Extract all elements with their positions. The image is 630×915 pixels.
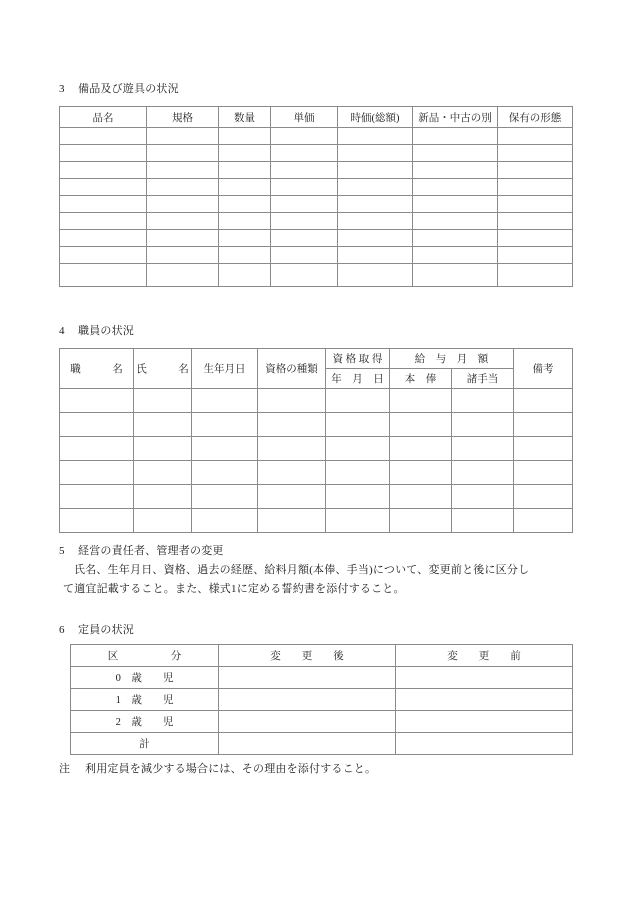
table-row — [71, 689, 573, 711]
section-title-6: 定員の状況 — [78, 624, 134, 636]
staff-cell[interactable] — [452, 413, 514, 437]
table-row — [60, 509, 573, 533]
table-row — [60, 213, 573, 230]
equipment-cell[interactable] — [147, 179, 219, 196]
section-number-4: 4 — [59, 325, 65, 337]
capacity-row-label-total: 計 — [71, 733, 219, 755]
staff-cell[interactable] — [134, 413, 192, 437]
section-heading-4 — [59, 325, 134, 338]
staff-cell[interactable] — [258, 509, 326, 533]
equipment-cell[interactable] — [413, 145, 498, 162]
capacity-header-after: 変 更 後 — [219, 645, 396, 667]
equipment-cell[interactable] — [147, 162, 219, 179]
equipment-cell[interactable] — [271, 196, 338, 213]
staff-cell[interactable] — [514, 509, 573, 533]
capacity-header-row — [71, 645, 573, 667]
capacity-cell-after[interactable] — [219, 711, 396, 733]
staff-cell[interactable] — [60, 413, 134, 437]
table-row — [60, 437, 573, 461]
equipment-cell[interactable] — [413, 247, 498, 264]
staff-header-name: 氏 名 — [134, 349, 192, 389]
staff-cell[interactable] — [326, 437, 390, 461]
capacity-cell-after[interactable] — [219, 667, 396, 689]
staff-cell[interactable] — [326, 509, 390, 533]
equipment-cell[interactable] — [147, 247, 219, 264]
staff-cell[interactable] — [326, 389, 390, 413]
staff-cell[interactable] — [390, 437, 452, 461]
staff-header-remarks: 備考 — [514, 349, 573, 389]
section-title-4: 職員の状況 — [78, 325, 134, 337]
table-row — [60, 230, 573, 247]
capacity-header-category: 区 分 — [71, 645, 219, 667]
table-row — [60, 264, 573, 287]
equipment-cell[interactable] — [413, 128, 498, 145]
staff-cell[interactable] — [192, 485, 258, 509]
staff-cell[interactable] — [390, 461, 452, 485]
table-row — [60, 128, 573, 145]
staff-cell[interactable] — [326, 413, 390, 437]
equipment-cell[interactable] — [413, 162, 498, 179]
staff-cell[interactable] — [514, 485, 573, 509]
staff-cell[interactable] — [258, 485, 326, 509]
staff-header-license-acquired-bottom: 年 月 日 — [326, 369, 390, 389]
table-row — [60, 461, 573, 485]
section-number-3: 3 — [59, 83, 65, 95]
staff-cell[interactable] — [390, 485, 452, 509]
section5-line-1: 氏名、生年月日、資格、過去の経歴、給料月額(本俸、手当)について、変更前と後に区分し — [74, 564, 530, 576]
staff-cell[interactable] — [258, 461, 326, 485]
staff-cell[interactable] — [326, 485, 390, 509]
capacity-table-body — [71, 667, 573, 755]
equipment-cell[interactable] — [60, 128, 147, 145]
equipment-header-row — [60, 107, 573, 128]
footer-note — [59, 762, 376, 776]
table-row — [60, 196, 573, 213]
staff-cell[interactable] — [60, 509, 134, 533]
equipment-cell[interactable] — [147, 145, 219, 162]
equipment-cell[interactable] — [498, 230, 573, 247]
staff-cell[interactable] — [452, 437, 514, 461]
staff-cell[interactable] — [192, 413, 258, 437]
equipment-header-ownership-form: 保有の形態 — [498, 107, 573, 128]
equipment-cell[interactable] — [219, 128, 271, 145]
equipment-cell[interactable] — [498, 179, 573, 196]
staff-cell[interactable] — [258, 389, 326, 413]
equipment-cell[interactable] — [147, 196, 219, 213]
section-heading-5 — [59, 545, 224, 558]
equipment-cell[interactable] — [60, 145, 147, 162]
equipment-cell[interactable] — [498, 213, 573, 230]
equipment-header-market-value: 時価(総額) — [338, 107, 413, 128]
capacity-row-label: 1 歳 児 — [71, 689, 219, 711]
staff-header-row-top — [60, 349, 573, 369]
equipment-cell[interactable] — [338, 213, 413, 230]
staff-cell[interactable] — [192, 437, 258, 461]
equipment-cell[interactable] — [338, 162, 413, 179]
staff-cell[interactable] — [134, 389, 192, 413]
staff-cell[interactable] — [390, 509, 452, 533]
staff-cell[interactable] — [326, 461, 390, 485]
staff-header-salary-base: 本 俸 — [390, 369, 452, 389]
table-row — [60, 162, 573, 179]
table-row — [71, 711, 573, 733]
equipment-cell[interactable] — [219, 213, 271, 230]
staff-cell[interactable] — [514, 389, 573, 413]
section-heading-3 — [59, 83, 179, 96]
staff-header-position: 職 名 — [60, 349, 134, 389]
equipment-cell[interactable] — [147, 128, 219, 145]
capacity-row-label: 0 歳 児 — [71, 667, 219, 689]
equipment-cell[interactable] — [413, 196, 498, 213]
capacity-row-label: 2 歳 児 — [71, 711, 219, 733]
equipment-cell[interactable] — [271, 179, 338, 196]
section-number-5: 5 — [59, 545, 65, 557]
staff-cell[interactable] — [60, 485, 134, 509]
capacity-cell-after-total[interactable] — [219, 733, 396, 755]
staff-cell[interactable] — [192, 461, 258, 485]
staff-cell[interactable] — [258, 413, 326, 437]
staff-cell[interactable] — [452, 461, 514, 485]
equipment-header-unit-price: 単価 — [271, 107, 338, 128]
capacity-cell-before[interactable] — [396, 689, 573, 711]
staff-header-license-type: 資格の種類 — [258, 349, 326, 389]
table-row — [71, 667, 573, 689]
capacity-cell-before[interactable] — [396, 667, 573, 689]
equipment-cell[interactable] — [60, 196, 147, 213]
equipment-cell[interactable] — [219, 162, 271, 179]
equipment-cell[interactable] — [271, 145, 338, 162]
equipment-cell[interactable] — [271, 128, 338, 145]
equipment-cell[interactable] — [271, 264, 338, 287]
equipment-header-item-name: 品名 — [60, 107, 147, 128]
equipment-cell[interactable] — [271, 213, 338, 230]
staff-cell[interactable] — [514, 461, 573, 485]
equipment-cell[interactable] — [60, 213, 147, 230]
staff-table — [59, 348, 573, 533]
section-number-6: 6 — [59, 624, 65, 636]
capacity-cell-after[interactable] — [219, 689, 396, 711]
equipment-table-body — [60, 128, 573, 287]
equipment-cell[interactable] — [219, 179, 271, 196]
staff-cell[interactable] — [60, 389, 134, 413]
table-row — [60, 145, 573, 162]
equipment-cell[interactable] — [219, 145, 271, 162]
footer-note-text: 利用定員を減少する場合には、その理由を添付すること。 — [85, 763, 377, 775]
section5-paragraph — [59, 561, 572, 599]
capacity-table — [70, 644, 573, 755]
staff-cell[interactable] — [258, 437, 326, 461]
equipment-cell[interactable] — [271, 230, 338, 247]
section-title-5: 経営の責任者、管理者の変更 — [78, 545, 224, 557]
equipment-cell[interactable] — [413, 213, 498, 230]
equipment-cell[interactable] — [219, 230, 271, 247]
equipment-cell[interactable] — [498, 264, 573, 287]
footer-note-label: 注 — [59, 763, 71, 775]
staff-cell[interactable] — [134, 461, 192, 485]
equipment-cell[interactable] — [338, 145, 413, 162]
equipment-cell[interactable] — [338, 247, 413, 264]
staff-cell[interactable] — [452, 485, 514, 509]
staff-cell[interactable] — [134, 509, 192, 533]
staff-cell[interactable] — [452, 389, 514, 413]
equipment-cell[interactable] — [498, 162, 573, 179]
table-row — [60, 179, 573, 196]
staff-cell[interactable] — [192, 509, 258, 533]
staff-cell[interactable] — [452, 509, 514, 533]
equipment-cell[interactable] — [338, 264, 413, 287]
equipment-cell[interactable] — [219, 264, 271, 287]
staff-cell[interactable] — [390, 389, 452, 413]
staff-table-body — [60, 389, 573, 533]
equipment-cell[interactable] — [338, 196, 413, 213]
staff-cell[interactable] — [390, 413, 452, 437]
table-row — [60, 413, 573, 437]
table-row — [60, 247, 573, 264]
equipment-cell[interactable] — [219, 247, 271, 264]
staff-cell[interactable] — [60, 437, 134, 461]
capacity-cell-before-total[interactable] — [396, 733, 573, 755]
table-row — [71, 733, 573, 755]
equipment-cell[interactable] — [60, 247, 147, 264]
equipment-cell[interactable] — [498, 247, 573, 264]
equipment-cell[interactable] — [338, 230, 413, 247]
equipment-cell[interactable] — [60, 179, 147, 196]
staff-cell[interactable] — [134, 485, 192, 509]
equipment-cell[interactable] — [147, 264, 219, 287]
staff-header-salary-allowance: 諸手当 — [452, 369, 514, 389]
equipment-cell[interactable] — [413, 179, 498, 196]
staff-cell[interactable] — [60, 461, 134, 485]
staff-header-salary-group: 給 与 月 額 — [390, 349, 514, 369]
equipment-header-new-or-used: 新品・中古の別 — [413, 107, 498, 128]
staff-cell[interactable] — [514, 413, 573, 437]
staff-cell[interactable] — [192, 389, 258, 413]
equipment-cell[interactable] — [413, 230, 498, 247]
capacity-header-before: 変 更 前 — [396, 645, 573, 667]
equipment-table — [59, 106, 573, 287]
equipment-header-quantity: 数量 — [219, 107, 271, 128]
staff-header-license-acquired-top: 資 格 取 得 — [326, 349, 390, 369]
table-row — [60, 485, 573, 509]
equipment-cell[interactable] — [498, 145, 573, 162]
equipment-cell[interactable] — [498, 196, 573, 213]
staff-header-birthdate: 生年月日 — [192, 349, 258, 389]
table-row — [60, 389, 573, 413]
equipment-cell[interactable] — [147, 213, 219, 230]
equipment-cell[interactable] — [271, 162, 338, 179]
equipment-cell[interactable] — [498, 128, 573, 145]
staff-cell[interactable] — [134, 437, 192, 461]
equipment-cell[interactable] — [60, 264, 147, 287]
staff-cell[interactable] — [514, 437, 573, 461]
equipment-cell[interactable] — [338, 128, 413, 145]
equipment-cell[interactable] — [413, 264, 498, 287]
equipment-cell[interactable] — [147, 230, 219, 247]
section5-line-2: て適宜記載すること。また、様式1に定める誓約書を添付すること。 — [63, 583, 405, 595]
equipment-cell[interactable] — [219, 196, 271, 213]
section-title-3: 備品及び遊具の状況 — [78, 83, 179, 95]
equipment-header-spec: 規格 — [147, 107, 219, 128]
capacity-cell-before[interactable] — [396, 711, 573, 733]
equipment-cell[interactable] — [60, 230, 147, 247]
equipment-cell[interactable] — [60, 162, 147, 179]
section-heading-6 — [59, 624, 134, 637]
equipment-cell[interactable] — [338, 179, 413, 196]
equipment-cell[interactable] — [271, 247, 338, 264]
